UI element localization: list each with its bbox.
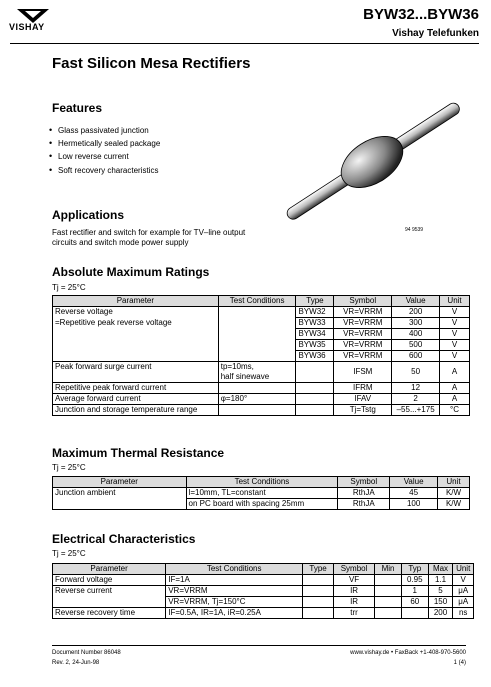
electrical-table	[52, 563, 474, 619]
table-header-row	[53, 564, 474, 575]
unit-cell: A	[440, 383, 470, 394]
col-header: Max	[428, 564, 453, 575]
col-header: Value	[392, 296, 440, 307]
abs-max-table	[52, 295, 470, 416]
value-cell: 12	[392, 383, 440, 394]
value-cell: 200	[392, 307, 440, 318]
type-cell	[296, 405, 334, 416]
col-header: Type	[296, 296, 334, 307]
cond-cell: on PC board with spacing 25mm	[186, 499, 338, 510]
type-cell	[296, 383, 334, 394]
col-header: Parameter	[53, 296, 219, 307]
thermal-table	[52, 476, 470, 510]
value-cell: 400	[392, 329, 440, 340]
param-cell: Repetitive peak forward current	[53, 383, 219, 394]
unit-cell: ns	[453, 608, 474, 619]
cond-cell	[218, 307, 296, 318]
unit-cell: V	[440, 318, 470, 329]
col-header: Test Conditions	[166, 564, 303, 575]
logo-text: VISHAY	[9, 22, 45, 32]
type-cell	[303, 586, 334, 597]
symbol-cell: VR=VRRM	[334, 340, 392, 351]
param-cell	[53, 351, 219, 362]
table-row	[53, 318, 470, 329]
min-cell	[375, 608, 402, 619]
unit-cell: K/W	[438, 488, 470, 499]
value-cell: 100	[390, 499, 438, 510]
col-header: Parameter	[53, 477, 187, 488]
applications-text-line2: circuits and switch mode power supply	[52, 238, 189, 247]
cond-cell: IF=0.5A, IR=1A, iR=0.25A	[166, 608, 303, 619]
symbol-cell: VR=VRRM	[334, 318, 392, 329]
param-cell: =Repetitive peak reverse voltage	[53, 318, 219, 329]
min-cell	[375, 586, 402, 597]
col-header: Symbol	[338, 477, 390, 488]
value-cell: 300	[392, 318, 440, 329]
param-cell: Reverse voltage	[53, 307, 219, 318]
table-row	[53, 499, 470, 510]
abs-max-temp: Tj = 25°C	[52, 283, 86, 292]
cond-cell	[218, 383, 296, 394]
param-cell: Junction ambient	[53, 488, 187, 499]
applications-heading: Applications	[52, 208, 125, 222]
min-cell	[375, 575, 402, 586]
col-header: Unit	[440, 296, 470, 307]
cond-line: half sinewave	[220, 372, 270, 381]
table-header-row	[53, 477, 470, 488]
feature-item: • Low reverse current	[58, 152, 129, 161]
value-cell: 600	[392, 351, 440, 362]
cond-cell: IF=1A	[166, 575, 303, 586]
symbol-cell: VR=VRRM	[334, 351, 392, 362]
param-cell	[53, 499, 187, 510]
table-row	[53, 405, 470, 416]
col-header: Unit	[438, 477, 470, 488]
param-cell	[53, 597, 166, 608]
feature-item: • Hermetically sealed package	[58, 139, 160, 148]
table-row	[53, 362, 470, 383]
feature-item: • Soft recovery characteristics	[58, 166, 158, 175]
max-cell: 150	[428, 597, 453, 608]
table-row	[53, 597, 474, 608]
electrical-temp: Tj = 25°C	[52, 549, 86, 558]
symbol-cell: IFAV	[334, 394, 392, 405]
unit-cell: V	[440, 351, 470, 362]
max-cell: 200	[428, 608, 453, 619]
revision: Rev. 2, 24-Jun-98	[52, 660, 100, 666]
symbol-cell: IFRM	[334, 383, 392, 394]
table-header-row	[53, 296, 470, 307]
diode-package-image	[272, 100, 477, 225]
max-cell: 1.1	[428, 575, 453, 586]
page-number: 1 (4)	[453, 660, 466, 666]
col-header: Parameter	[53, 564, 166, 575]
cond-cell	[218, 340, 296, 351]
table-row	[53, 575, 474, 586]
typ-cell: 60	[401, 597, 428, 608]
cond-cell	[218, 318, 296, 329]
min-cell	[375, 597, 402, 608]
thermal-heading: Maximum Thermal Resistance	[52, 446, 225, 460]
type-cell	[296, 362, 334, 383]
type-cell	[303, 597, 334, 608]
col-header: Symbol	[333, 564, 374, 575]
cond-cell	[218, 351, 296, 362]
table-row	[53, 394, 470, 405]
param-cell: Average forward current	[53, 394, 219, 405]
table-row	[53, 329, 470, 340]
cond-cell: VR=VRRM, Tj=150°C	[166, 597, 303, 608]
type-cell	[296, 394, 334, 405]
table-row	[53, 307, 470, 318]
max-cell: 5	[428, 586, 453, 597]
cond-cell: l=10mm, TL=constant	[186, 488, 338, 499]
value-cell: 500	[392, 340, 440, 351]
col-header: Symbol	[334, 296, 392, 307]
footer-rule	[52, 645, 466, 646]
symbol-cell: RthJA	[338, 499, 390, 510]
cond-line: tp=10ms,	[220, 362, 254, 371]
unit-cell: V	[453, 575, 474, 586]
type-cell: BYW34	[296, 329, 334, 340]
col-header: Value	[390, 477, 438, 488]
contact-info: www.vishay.de • FaxBack +1-408-970-5600	[350, 650, 466, 656]
value-cell: 2	[392, 394, 440, 405]
typ-cell: 0.95	[401, 575, 428, 586]
unit-cell: V	[440, 329, 470, 340]
col-header: Typ	[401, 564, 428, 575]
col-header: Test Conditions	[218, 296, 296, 307]
param-cell: Forward voltage	[53, 575, 166, 586]
cond-cell	[218, 329, 296, 340]
type-cell: BYW32	[296, 307, 334, 318]
document-title: Fast Silicon Mesa Rectifiers	[52, 55, 251, 72]
thermal-temp: Tj = 25°C	[52, 463, 86, 472]
figure-id: 94 9539	[405, 227, 424, 233]
type-cell	[303, 575, 334, 586]
unit-cell: A	[440, 394, 470, 405]
symbol-cell: Tj=Tstg	[334, 405, 392, 416]
unit-cell: V	[440, 340, 470, 351]
unit-cell: μA	[453, 597, 474, 608]
type-cell: BYW36	[296, 351, 334, 362]
symbol-cell: VR=VRRM	[334, 307, 392, 318]
value-cell: 45	[390, 488, 438, 499]
param-cell: Peak forward surge current	[53, 362, 219, 383]
brand-name: Vishay Telefunken	[392, 28, 479, 39]
col-header: Test Conditions	[186, 477, 338, 488]
col-header: Type	[303, 564, 334, 575]
type-cell	[303, 608, 334, 619]
electrical-heading: Electrical Characteristics	[52, 532, 196, 546]
table-row	[53, 351, 470, 362]
unit-cell: K/W	[438, 499, 470, 510]
table-row	[53, 340, 470, 351]
symbol-cell: IR	[333, 597, 374, 608]
param-cell: Reverse recovery time	[53, 608, 166, 619]
part-range: BYW32...BYW36	[363, 6, 479, 23]
param-cell: Reverse current	[53, 586, 166, 597]
symbol-cell: VF	[333, 575, 374, 586]
doc-number: Document Number 86048	[52, 650, 121, 656]
unit-cell: μA	[453, 586, 474, 597]
typ-cell: 1	[401, 586, 428, 597]
cond-cell	[218, 362, 296, 383]
cond-cell: φ=180°	[218, 394, 296, 405]
symbol-cell: RthJA	[338, 488, 390, 499]
param-cell: Junction and storage temperature range	[53, 405, 219, 416]
symbol-cell: trr	[333, 608, 374, 619]
type-cell: BYW33	[296, 318, 334, 329]
vishay-logo-icon	[17, 9, 49, 23]
table-row	[53, 383, 470, 394]
feature-item: • Glass passivated junction	[58, 126, 149, 135]
unit-cell: °C	[440, 405, 470, 416]
table-row	[53, 608, 474, 619]
param-cell	[53, 340, 219, 351]
value-cell: 50	[392, 362, 440, 383]
unit-cell: A	[440, 362, 470, 383]
param-cell	[53, 329, 219, 340]
features-heading: Features	[52, 101, 103, 115]
table-row	[53, 586, 474, 597]
col-header: Min	[375, 564, 402, 575]
col-header: Unit	[453, 564, 474, 575]
type-cell: BYW35	[296, 340, 334, 351]
symbol-cell: IR	[333, 586, 374, 597]
cond-cell	[218, 405, 296, 416]
symbol-cell: IFSM	[334, 362, 392, 383]
applications-text-line1: Fast rectifier and switch for example for TV–line output	[52, 228, 246, 237]
abs-max-heading: Absolute Maximum Ratings	[52, 265, 210, 279]
table-row	[53, 488, 470, 499]
value-cell: –55...+175	[392, 405, 440, 416]
symbol-cell: VR=VRRM	[334, 329, 392, 340]
unit-cell: V	[440, 307, 470, 318]
cond-cell: VR=VRRM	[166, 586, 303, 597]
header-rule	[10, 43, 479, 44]
typ-cell	[401, 608, 428, 619]
